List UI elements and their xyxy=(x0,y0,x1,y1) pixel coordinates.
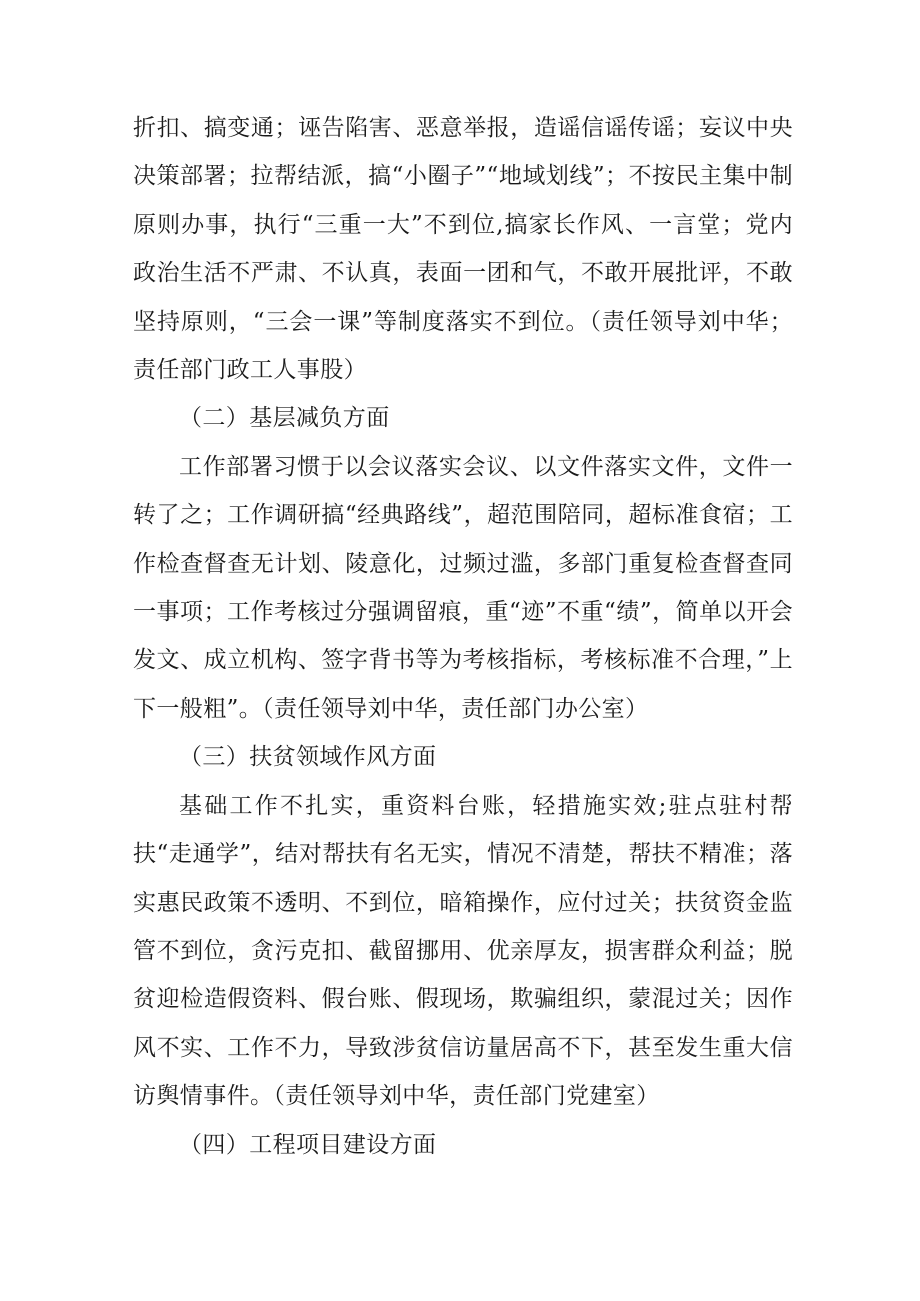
section-heading-engineering-projects: （四）工程项目建设方面 xyxy=(179,1131,437,1158)
paragraph-poverty-alleviation: 基础工作不扎实，重资料台账，轻措施实效;驻点驻村帮扶“走通学”，结对帮扶有名无实，情况不清楚，帮扶不精准；落实惠民政策不透明、不到位，暗箱操作，应付过关；扶贫资金监管不到位，贪污克扣、截留挪用、优亲厚友，损害群众利益；脱贫迎检造假资料、假台账、假现场，欺骗组织，蒙混过关；因作风不实、工作不力，导致涉贫信访量居高不下，甚至发生重大信访舆情事件。（责任领导刘中华，责任部门党建室） xyxy=(133,792,793,1110)
section-heading-poverty-alleviation: （三）扶贫领域作风方面 xyxy=(179,744,437,771)
document-content xyxy=(133,104,793,1169)
section-heading-grassroots-burden: （二）基层减负方面 xyxy=(179,405,390,432)
paragraph-grassroots-burden: 工作部署习惯于以会议落实会议、以文件落实文件，文件一转了之；工作调研搞“经典路线”，超范围陪同，超标准食宿；工作检查督查无计划、陵意化，过频过滥，多部门重复检查督查同一事项；工作考核过分强调留痕，重“迹”不重“绩”，简单以开会发文、成立机构、签字背书等为考核指标，考核标准不合理，”上下一般粗”。（责任领导刘中华，责任部门办公室） xyxy=(133,453,793,722)
paragraph-party-discipline: 折扣、搞变通；诬告陷害、恶意举报，造谣信谣传谣；妄议中央决策部署；拉帮结派，搞“小圈子”“地域划线”；不按民主集中制原则办事，执行“三重一大”不到位,搞家长作风、一言堂；党内政治生活不严肃、不认真，表面一团和气，不敢开展批评，不敢坚持原则，“三会一课”等制度落实不到位。（责任领导刘中华；责任部门政工人事股） xyxy=(133,115,793,384)
